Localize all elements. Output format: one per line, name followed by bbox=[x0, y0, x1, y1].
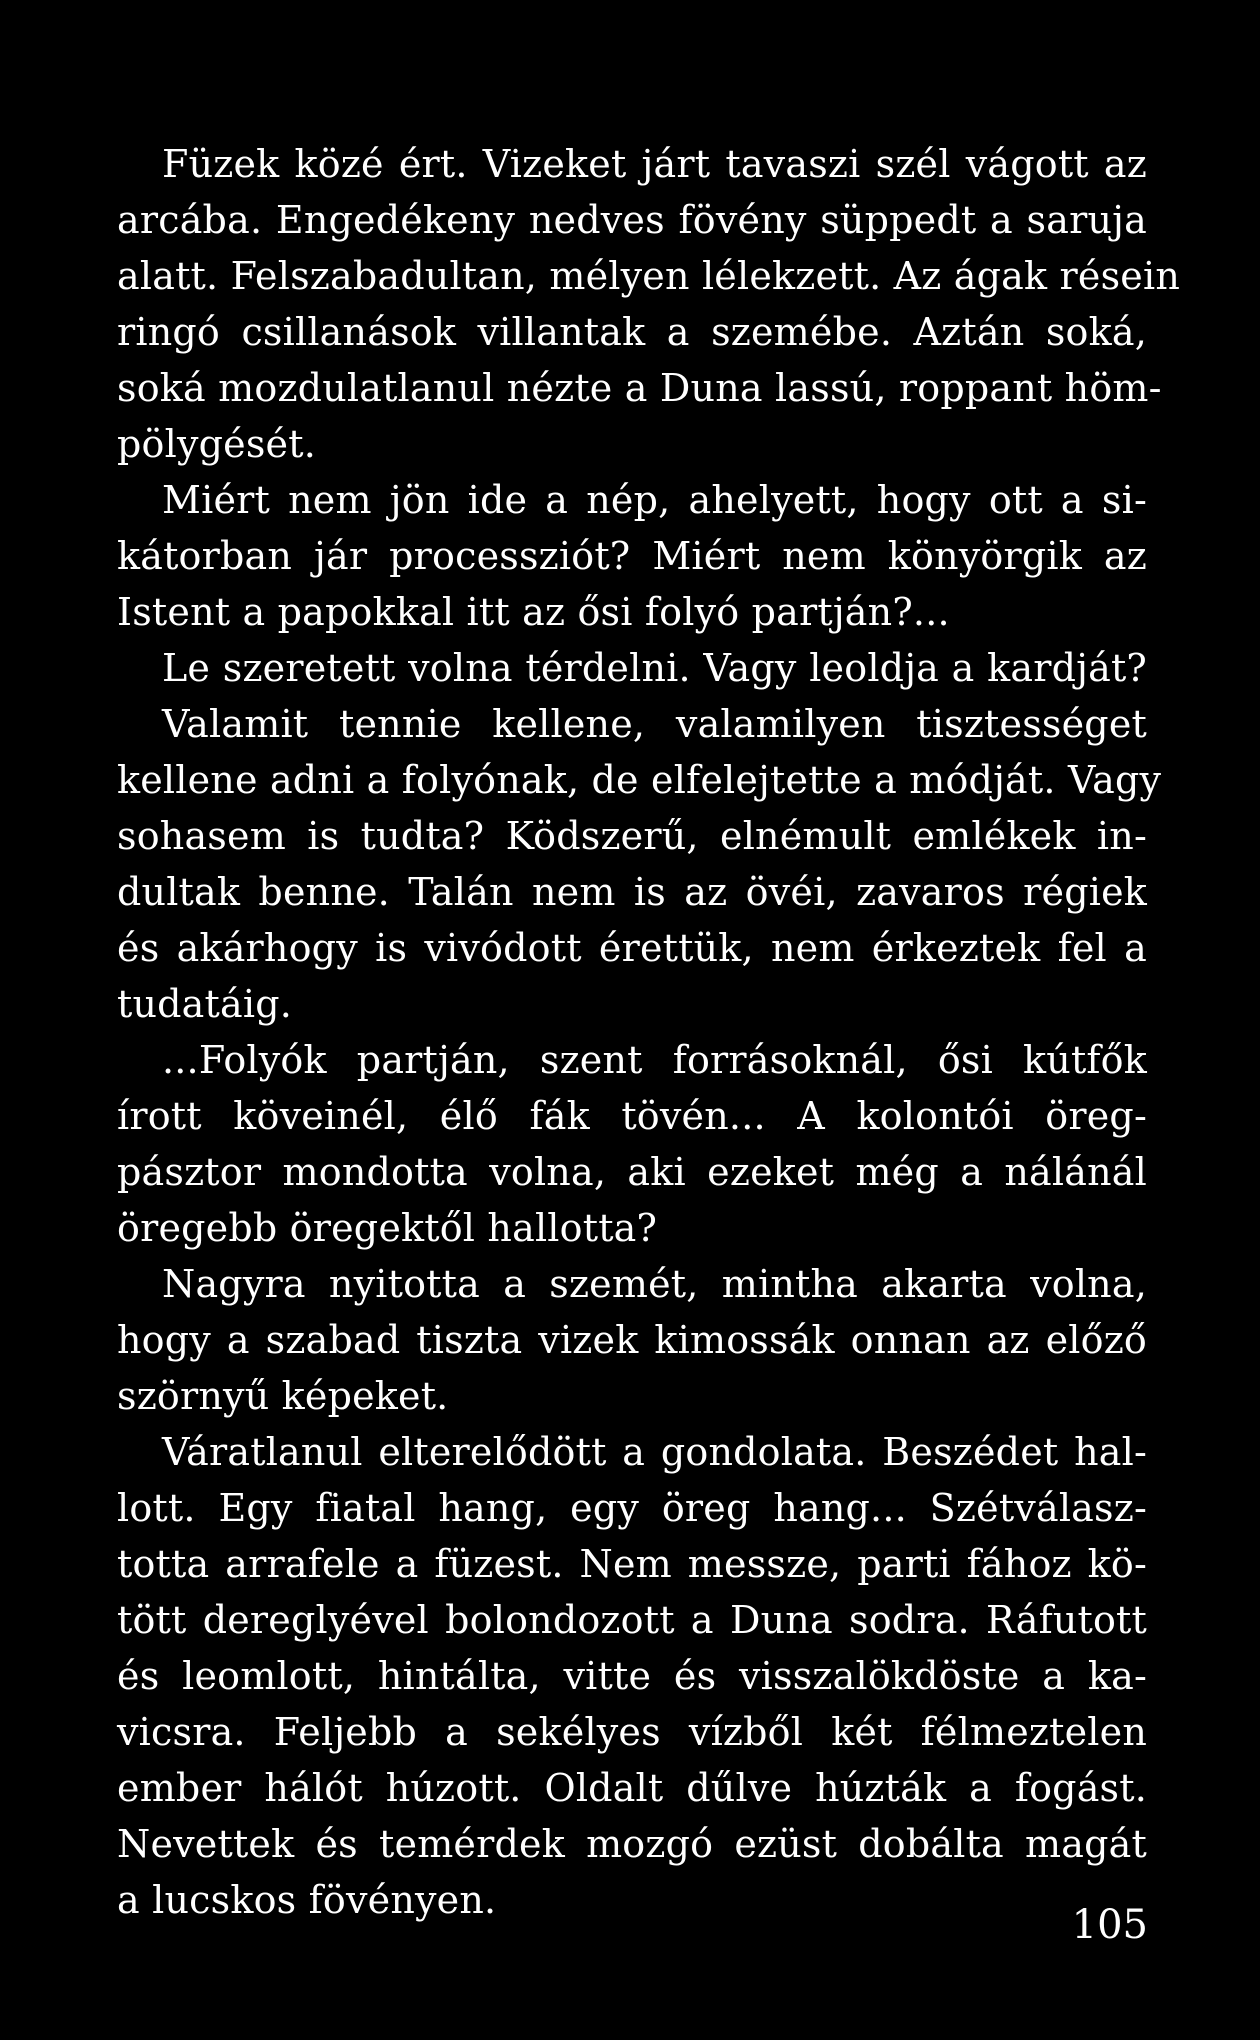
text-line: totta arrafele a füzest. Nem messze, parti fához kö- bbox=[117, 1542, 1147, 1586]
text-line: lott. Egy fiatal hang, egy öreg hang... Szétválasz- bbox=[117, 1486, 1147, 1530]
text-line: arcába. Engedékeny nedves fövény süppedt a saruja bbox=[117, 198, 1147, 242]
text-line: Váratlanul elterelődött a gondolata. Beszédet hal- bbox=[162, 1430, 1147, 1474]
text-line: írott köveinél, élő fák tövén... A kolontói öreg- bbox=[117, 1094, 1147, 1138]
text-line: Miért nem jön ide a nép, ahelyett, hogy ott a si- bbox=[162, 478, 1147, 522]
text-line: soká mozdulatlanul nézte a Duna lassú, roppant höm- bbox=[117, 366, 1162, 410]
text-line: kátorban jár processziót? Miért nem könyörgik az bbox=[117, 534, 1147, 578]
text-line: tudatáig. bbox=[117, 982, 293, 1026]
text-line: kellene adni a folyónak, de elfelejtette a módját. Vagy bbox=[117, 758, 1162, 802]
body-text bbox=[117, 136, 1181, 1928]
text-line: Istent a papokkal itt az ősi folyó partján?... bbox=[117, 590, 950, 634]
text-line: tött dereglyével bolondozott a Duna sodra. Ráfutott bbox=[117, 1598, 1147, 1642]
text-line: Füzek közé ért. Vizeket járt tavaszi szél vágott az bbox=[162, 142, 1147, 186]
text-line: alatt. Felszabadultan, mélyen lélekzett. Az ágak résein bbox=[117, 254, 1181, 298]
text-line: öregebb öregektől hallotta? bbox=[117, 1206, 658, 1250]
text-line: ember hálót húzott. Oldalt dűlve húzták a fogást. bbox=[117, 1766, 1147, 1810]
text-line: Nagyra nyitotta a szemét, mintha akarta volna, bbox=[162, 1262, 1147, 1306]
text-line: Nevettek és temérdek mozgó ezüst dobálta magát bbox=[117, 1822, 1147, 1866]
text-line: hogy a szabad tiszta vizek kimossák onnan az előző bbox=[117, 1318, 1147, 1362]
text-line: ringó csillanások villantak a szemébe. Aztán soká, bbox=[117, 310, 1147, 354]
text-line: ...Folyók partján, szent forrásoknál, ősi kútfők bbox=[162, 1038, 1147, 1082]
text-line: pölygését. bbox=[117, 422, 316, 466]
text-line: szörnyű képeket. bbox=[117, 1374, 449, 1418]
text-line: dultak benne. Talán nem is az övéi, zavaros régiek bbox=[117, 870, 1147, 914]
page-number: 105 bbox=[1071, 1902, 1148, 1948]
text-line: sohasem is tudta? Ködszerű, elnémult emlékek in- bbox=[117, 814, 1147, 858]
text-line: Valamit tennie kellene, valamilyen tisztességet bbox=[162, 702, 1147, 746]
text-line: vicsra. Feljebb a sekélyes vízből két félmeztelen bbox=[117, 1710, 1147, 1754]
text-line: és leomlott, hintálta, vitte és visszalökdöste a ka- bbox=[117, 1654, 1147, 1698]
text-line: és akárhogy is vivódott érettük, nem érkeztek fel a bbox=[117, 926, 1147, 970]
text-line: pásztor mondotta volna, aki ezeket még a nálánál bbox=[117, 1150, 1147, 1194]
text-line: Le szeretett volna térdelni. Vagy leoldja a kardját? bbox=[162, 646, 1147, 690]
text-line: a lucskos fövényen. bbox=[117, 1878, 497, 1922]
